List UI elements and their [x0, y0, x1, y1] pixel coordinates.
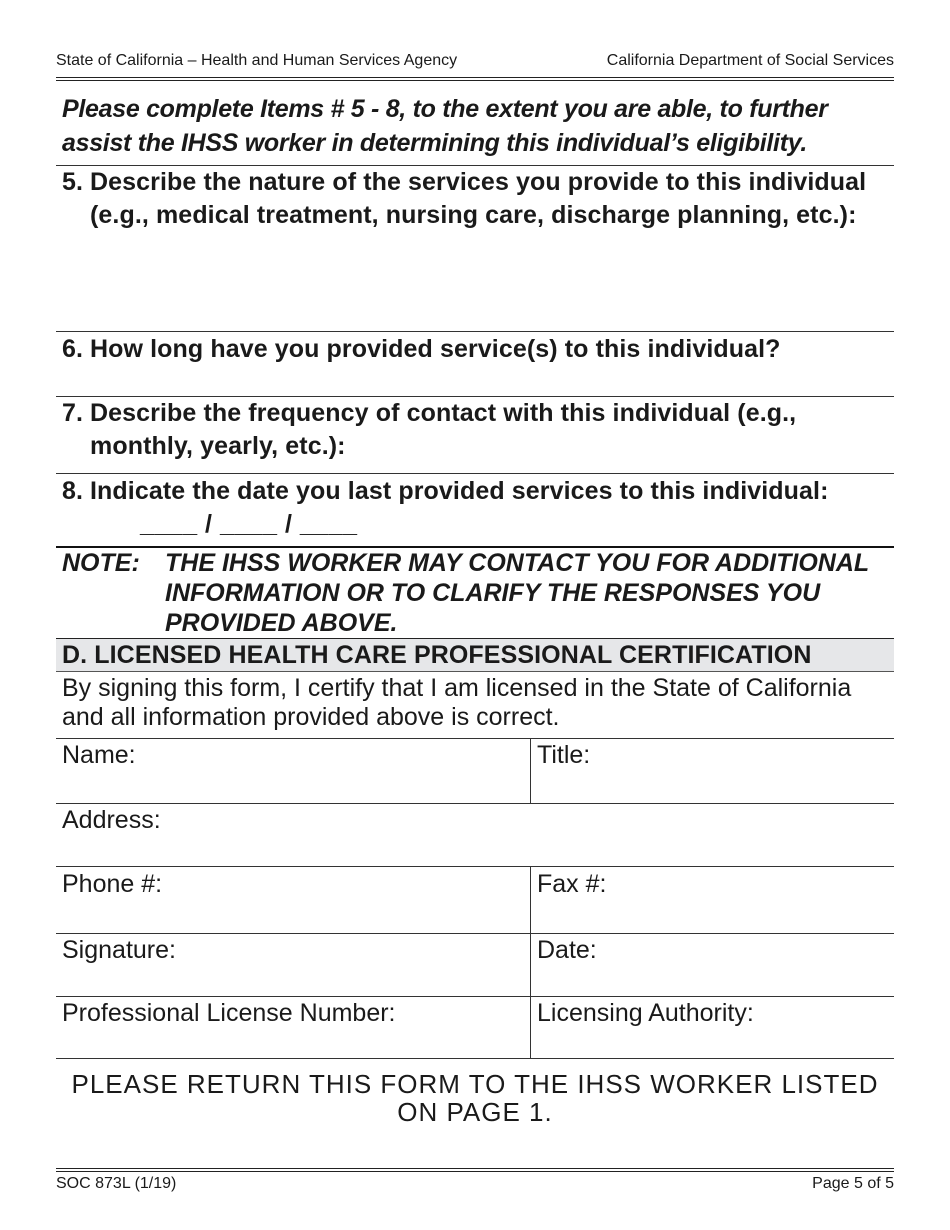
header-divider [56, 77, 894, 81]
item-8-question[interactable] [62, 475, 894, 541]
phone-label: Phone #: [62, 870, 163, 898]
licensing-authority-label: Licensing Authority: [537, 999, 754, 1027]
item-number: 7. [62, 399, 84, 427]
fax-field[interactable] [537, 869, 887, 929]
section-d-title: D. LICENSED HEALTH CARE PROFESSIONAL CERTIFICATION [62, 641, 812, 669]
divider [56, 803, 894, 804]
intro-instructions: Please complete Items # 5 - 8, to the extent you are able, to further assist the IHSS worker in determining this individual’s eligibility. [62, 95, 828, 157]
license-number-label: Professional License Number: [62, 999, 396, 1027]
address-field[interactable] [62, 805, 888, 863]
signature-label: Signature: [62, 936, 176, 964]
last-service-date-blanks[interactable]: ____ / ____ / ____ [140, 510, 358, 538]
form-page [56, 0, 894, 1230]
name-field[interactable] [62, 740, 524, 800]
divider [56, 866, 894, 867]
name-label: Name: [62, 741, 136, 769]
certification-statement: By signing this form, I certify that I am licensed in the State of California and all information provided above is correct. [62, 674, 852, 731]
item-7-question[interactable] [62, 397, 894, 463]
divider [56, 331, 894, 332]
item-number: 5. [62, 168, 84, 196]
footer-divider [56, 1168, 894, 1172]
section-d-header [56, 638, 894, 672]
form-id: SOC 873L (1/19) [56, 1175, 177, 1192]
divider [56, 996, 894, 997]
address-label: Address: [62, 806, 161, 834]
licensing-authority-field[interactable] [537, 998, 887, 1056]
divider [56, 738, 894, 739]
divider [56, 1058, 894, 1059]
page-header [56, 52, 894, 74]
item-5-question[interactable] [62, 166, 894, 232]
column-divider [530, 738, 531, 803]
header-department: California Department of Social Services [606, 52, 894, 69]
header-agency: State of California – Health and Human Services Agency [56, 52, 458, 69]
phone-field[interactable] [62, 869, 524, 929]
item-number: 8. [62, 477, 84, 505]
item-number: 6. [62, 335, 84, 363]
page-number: Page 5 of 5 [812, 1175, 894, 1192]
note-label: NOTE: [62, 549, 140, 577]
signature-field[interactable] [62, 935, 524, 993]
divider [56, 473, 894, 474]
note-block [62, 548, 894, 638]
license-number-field[interactable] [62, 998, 524, 1056]
date-label: Date: [537, 936, 597, 964]
item-text: Indicate the date you last provided services to this individual: [90, 477, 829, 505]
fax-label: Fax #: [537, 870, 607, 898]
column-divider [530, 866, 531, 1058]
title-label: Title: [537, 741, 591, 769]
item-text: How long have you provided service(s) to this individual? [90, 335, 781, 363]
item-text: Describe the nature of the services you provide to this individual (e.g., medical treatment, nursing care, discharge planning, etc.): [90, 168, 867, 229]
page-footer [56, 1175, 894, 1197]
title-field[interactable] [537, 740, 887, 800]
divider [56, 933, 894, 934]
date-field[interactable] [537, 935, 887, 993]
item-6-question[interactable] [62, 333, 894, 366]
return-instruction: PLEASE RETURN THIS FORM TO THE IHSS WORKER LISTED ON PAGE 1. [71, 1069, 879, 1127]
item-text: Describe the frequency of contact with this individual (e.g., monthly, yearly, etc.): [90, 399, 797, 460]
note-text: THE IHSS WORKER MAY CONTACT YOU FOR ADDITIONAL INFORMATION OR TO CLARIFY THE RESPONSES YOU PROVIDED ABOVE. [165, 549, 869, 637]
